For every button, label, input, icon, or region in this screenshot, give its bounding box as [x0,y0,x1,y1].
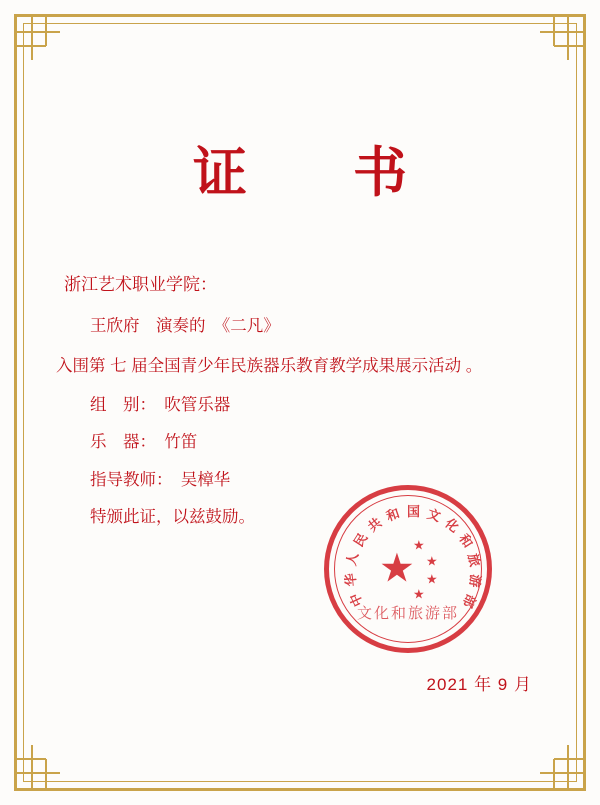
star-small-2-icon: ★ [426,553,438,569]
seal-ring-char: 和 [455,531,475,551]
page-title: 证 书 [193,140,433,204]
seal-area [302,485,532,695]
field-teacher-value: 吴樟华 [180,470,231,489]
seal-ring-char: 部 [458,591,479,610]
official-seal [324,485,492,653]
star-large-icon: ★ [379,546,415,591]
seal-ring-char: 和 [384,506,402,525]
field-teacher-label: 指导教师： [90,470,165,489]
issue-date: 2021 年 9 月 [426,675,532,694]
performer-and-work-text: 王欣府 演奏的 《二凡》 [90,317,280,336]
seal-ring-char: 游 [466,573,483,588]
field-instrument-value: 竹笛 [164,433,198,452]
closing-text: 特颁此证，以兹鼓励。 [90,508,255,527]
seal-ring-char: 旅 [464,552,482,569]
field-group-value: 吹管乐器 [164,395,231,414]
national-emblem-stars [371,531,445,605]
seal-ring-char: 国 [407,505,421,520]
seal-ring-char: 人 [344,551,363,568]
field-group-label: 组 别： [90,395,148,414]
seal-ring-char: 共 [365,515,386,536]
salutation-text: 浙江艺术职业学院： [64,275,217,294]
star-small-3-icon: ★ [426,571,438,587]
star-small-1-icon: ★ [413,537,425,553]
field-group [90,390,552,421]
event-text: 入围第 七 届全国青少年民族器乐教育教学成果展示活动 。 [56,356,483,375]
seal-ring-char: 文 [425,506,443,526]
seal-ring-char: 民 [351,531,372,551]
field-instrument-label: 乐 器： [90,433,148,452]
certificate-content [48,40,552,765]
seal-ring-char: 华 [343,572,360,587]
field-instrument [90,427,552,458]
seal-ring-char: 中 [347,590,367,609]
seal-ring-char: 化 [441,516,462,536]
star-small-4-icon: ★ [413,586,425,602]
seal-center-text: 文化和旅游部 [356,604,459,622]
